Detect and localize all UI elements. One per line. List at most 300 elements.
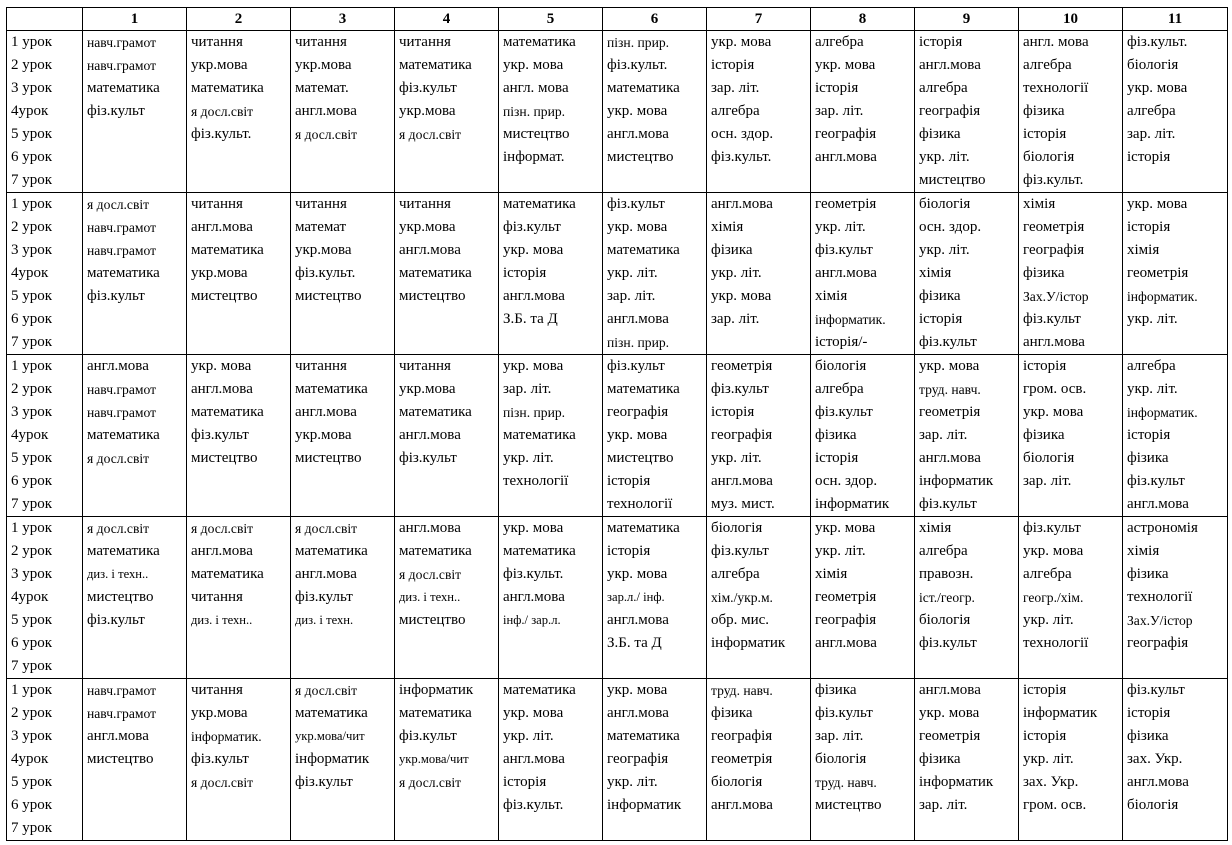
subject-entry: З.Б. та Д — [503, 311, 558, 327]
school-schedule-table — [6, 7, 1228, 841]
lesson-number-label: 7 урок — [11, 334, 53, 350]
subject-entry: інформатик. — [815, 312, 886, 327]
subject-entry: англ.мова — [87, 358, 149, 374]
subject-entry: труд. навч. — [815, 775, 877, 790]
schedule-cell — [83, 517, 187, 679]
subject-entry: англ.мова — [503, 751, 565, 767]
lesson-number-label: 6 урок — [11, 635, 53, 651]
subject-entry: осн. здор. — [919, 219, 982, 235]
schedule-cell — [707, 517, 811, 679]
subject-entry: фізика — [1127, 450, 1169, 466]
lesson-number-label: 3 урок — [11, 242, 53, 258]
subject-entry: фіз.культ — [815, 705, 873, 721]
subject-entry: фізика — [1023, 265, 1065, 281]
schedule-cell — [499, 517, 603, 679]
subject-entry: зар. літ. — [711, 311, 760, 327]
subject-entry: історія — [1023, 126, 1067, 142]
subject-entry: фіз.культ — [87, 288, 145, 304]
subject-entry: англ.мова — [607, 612, 669, 628]
subject-entry: фіз.культ — [1023, 311, 1081, 327]
schedule-cell — [83, 31, 187, 193]
subject-entry: алгебра — [815, 381, 864, 397]
subject-entry: я досл.світ — [295, 521, 358, 536]
subject-entry: фіз.культ — [87, 612, 145, 628]
lesson-labels-cell — [7, 193, 83, 355]
subject-entry: геометрія — [1023, 219, 1085, 235]
subject-entry: інформатик — [711, 635, 786, 651]
subject-entry: я досл.світ — [191, 775, 254, 790]
lesson-number-label: 2 урок — [11, 219, 53, 235]
column-header: 9 — [915, 8, 1019, 31]
subject-entry: укр.мова — [191, 57, 248, 73]
subject-entry: я досл.світ — [295, 127, 358, 142]
subject-entry: англ.мова — [711, 473, 773, 489]
subject-entry: геометрія — [711, 751, 773, 767]
subject-entry: англ.мова — [399, 427, 461, 443]
subject-entry: укр. мова — [503, 358, 564, 374]
subject-entry: фіз.культ. — [1127, 34, 1188, 50]
subject-entry: хім./укр.м. — [711, 590, 773, 605]
subject-entry: хімія — [919, 265, 952, 281]
subject-entry: англ.мова — [295, 103, 357, 119]
subject-entry: фізика — [919, 288, 961, 304]
subject-entry: зар. літ. — [503, 381, 552, 397]
subject-entry: геометрія — [711, 358, 773, 374]
schedule-cell — [707, 193, 811, 355]
subject-entry: біологія — [815, 358, 867, 374]
subject-entry: історія — [919, 311, 963, 327]
subject-entry: англ.мова — [919, 57, 981, 73]
subject-entry: географія — [711, 427, 773, 443]
subject-entry: мистецтво — [607, 149, 674, 165]
subject-entry: укр. мова — [503, 242, 564, 258]
subject-entry: англ.мова — [191, 381, 253, 397]
lesson-number-label: 5 урок — [11, 774, 53, 790]
subject-entry: математика — [399, 57, 472, 73]
lesson-labels-cell — [7, 31, 83, 193]
subject-entry: математика — [503, 196, 576, 212]
lesson-number-label: 1 урок — [11, 682, 53, 698]
subject-entry: укр. мова — [503, 57, 564, 73]
lesson-number-label: 1 урок — [11, 34, 53, 50]
subject-entry: я досл.світ — [399, 567, 462, 582]
lesson-number-label: 1 урок — [11, 358, 53, 374]
corner-cell — [7, 8, 83, 31]
subject-entry: математика — [87, 80, 160, 96]
day-row — [7, 517, 1228, 679]
schedule-cell — [291, 355, 395, 517]
subject-entry: фіз.культ — [711, 381, 769, 397]
subject-entry: алгебра — [1127, 358, 1176, 374]
subject-entry: математика — [503, 427, 576, 443]
subject-entry: гром. осв. — [1023, 797, 1087, 813]
subject-entry: історія — [711, 404, 755, 420]
subject-entry: інформатик — [295, 751, 370, 767]
subject-entry: англ.мова — [607, 311, 669, 327]
lesson-number-label: 4урок — [11, 751, 49, 767]
column-header: 10 — [1019, 8, 1123, 31]
subject-entry: навч.грамот — [87, 405, 157, 420]
lesson-number-label: 4урок — [11, 589, 49, 605]
subject-entry: укр.мова/чит — [295, 729, 365, 743]
subject-entry: англ.мова — [919, 450, 981, 466]
subject-entry: укр. літ. — [919, 149, 970, 165]
subject-entry: інф./ зар.л. — [503, 613, 561, 627]
subject-entry: хімія — [1127, 242, 1160, 258]
subject-entry: алгебра — [1127, 103, 1176, 119]
subject-entry: я досл.світ — [191, 521, 254, 536]
subject-entry: фіз.культ — [399, 728, 457, 744]
schedule-cell — [499, 355, 603, 517]
subject-entry: укр. літ. — [815, 219, 866, 235]
subject-entry: англ.мова — [1127, 496, 1189, 512]
subject-entry: математика — [607, 520, 680, 536]
subject-entry: технології — [1127, 589, 1193, 605]
subject-entry: технології — [1023, 80, 1089, 96]
subject-entry: інформатик — [919, 473, 994, 489]
subject-entry: математика — [191, 566, 264, 582]
schedule-cell — [291, 193, 395, 355]
subject-entry: пізн. прир. — [503, 405, 566, 420]
day-row — [7, 31, 1228, 193]
subject-entry: математика — [295, 381, 368, 397]
subject-entry: фіз.культ — [191, 427, 249, 443]
subject-entry: фіз.культ — [87, 103, 145, 119]
schedule-cell — [83, 679, 187, 841]
subject-entry: біологія — [1127, 57, 1179, 73]
schedule-cell — [1123, 31, 1228, 193]
schedule-cell — [603, 679, 707, 841]
schedule-cell — [915, 355, 1019, 517]
subject-entry: англ.мова — [919, 682, 981, 698]
subject-entry: англ.мова — [503, 288, 565, 304]
subject-entry: навч.грамот — [87, 706, 157, 721]
subject-entry: історія — [1127, 705, 1171, 721]
subject-entry: навч.грамот — [87, 683, 157, 698]
schedule-cell — [83, 193, 187, 355]
subject-entry: фіз.культ — [191, 751, 249, 767]
lesson-number-label: 3 урок — [11, 728, 53, 744]
subject-entry: англ.мова — [711, 797, 773, 813]
subject-entry: мистецтво — [919, 172, 986, 188]
subject-entry: історія — [607, 543, 651, 559]
subject-entry: математ. — [295, 80, 349, 96]
subject-entry: фіз.культ — [815, 404, 873, 420]
lesson-labels-cell — [7, 679, 83, 841]
subject-entry: читання — [191, 34, 243, 50]
subject-entry: укр. літ. — [607, 774, 658, 790]
subject-entry: фіз.культ — [399, 450, 457, 466]
subject-entry: географія — [815, 126, 877, 142]
subject-entry: математ — [295, 219, 347, 235]
subject-entry: фізика — [815, 682, 857, 698]
subject-entry: історія — [919, 34, 963, 50]
subject-entry: інформатик — [1023, 705, 1098, 721]
subject-entry: англ.мова — [1023, 334, 1085, 350]
subject-entry: фіз.культ — [607, 358, 665, 374]
subject-entry: алгебра — [815, 34, 864, 50]
subject-entry: я досл.світ — [295, 683, 358, 698]
subject-entry: англ.мова — [815, 149, 877, 165]
subject-entry: читання — [295, 34, 347, 50]
subject-entry: обр. мис. — [711, 612, 770, 628]
subject-entry: мистецтво — [295, 450, 362, 466]
subject-entry: укр. літ. — [1127, 381, 1178, 397]
subject-entry: технології — [503, 473, 569, 489]
schedule-cell — [915, 31, 1019, 193]
subject-entry: зар. літ. — [919, 427, 968, 443]
subject-entry: навч.грамот — [87, 382, 157, 397]
subject-entry: укр.мова — [295, 427, 352, 443]
subject-entry: географія — [1023, 242, 1085, 258]
subject-entry: фіз.культ — [607, 196, 665, 212]
lesson-number-label: 7 урок — [11, 820, 53, 836]
subject-entry: укр.мова/чит — [399, 752, 469, 766]
subject-entry: укр. літ. — [711, 450, 762, 466]
subject-entry: зар. літ. — [1023, 473, 1072, 489]
schedule-cell — [811, 355, 915, 517]
subject-entry: алгебра — [919, 80, 968, 96]
schedule-cell — [915, 679, 1019, 841]
subject-entry: геометрія — [815, 589, 877, 605]
subject-entry: геометрія — [919, 728, 981, 744]
subject-entry: хімія — [919, 520, 952, 536]
subject-entry: фіз.культ — [1023, 520, 1081, 536]
subject-entry: зар. літ. — [919, 797, 968, 813]
schedule-cell — [603, 517, 707, 679]
subject-entry: осн. здор. — [711, 126, 774, 142]
schedule-cell — [1019, 193, 1123, 355]
subject-entry: читання — [399, 196, 451, 212]
subject-entry: укр.мова — [399, 103, 456, 119]
subject-entry: математика — [87, 427, 160, 443]
subject-entry: математика — [503, 682, 576, 698]
subject-entry: диз. і техн. — [295, 613, 354, 627]
subject-entry: біологія — [919, 612, 971, 628]
subject-entry: фіз.культ. — [503, 566, 564, 582]
subject-entry: англ.мова — [815, 265, 877, 281]
day-row — [7, 679, 1228, 841]
schedule-cell — [187, 355, 291, 517]
subject-entry: математика — [399, 265, 472, 281]
subject-entry: зах. Укр. — [1127, 751, 1183, 767]
schedule-cell — [603, 355, 707, 517]
subject-entry: зах. Укр. — [1023, 774, 1079, 790]
schedule-cell — [395, 679, 499, 841]
subject-entry: укр. мова — [1023, 404, 1084, 420]
subject-entry: мистецтво — [191, 450, 258, 466]
subject-entry: математика — [399, 404, 472, 420]
subject-entry: укр. мова — [607, 103, 668, 119]
subject-entry: читання — [295, 358, 347, 374]
subject-entry: укр. мова — [607, 427, 668, 443]
subject-entry: історія — [1023, 358, 1067, 374]
subject-entry: зар. літ. — [815, 103, 864, 119]
subject-entry: укр. мова — [607, 566, 668, 582]
column-header: 6 — [603, 8, 707, 31]
subject-entry: укр. мова — [815, 520, 876, 536]
subject-entry: фізика — [711, 705, 753, 721]
subject-entry: історія — [1023, 682, 1067, 698]
subject-entry: фізика — [919, 126, 961, 142]
subject-entry: іст./геогр. — [919, 590, 975, 605]
lesson-number-label: 6 урок — [11, 797, 53, 813]
schedule-cell — [707, 31, 811, 193]
schedule-cell — [811, 679, 915, 841]
subject-entry: англ.мова — [815, 635, 877, 651]
header-row — [7, 8, 1228, 31]
subject-entry: геометрія — [815, 196, 877, 212]
schedule-cell — [395, 31, 499, 193]
subject-entry: англ. мова — [503, 80, 569, 96]
subject-entry: інформатик — [607, 797, 682, 813]
subject-entry: математика — [607, 728, 680, 744]
lesson-number-label: 2 урок — [11, 705, 53, 721]
lesson-number-label: 5 урок — [11, 288, 53, 304]
subject-entry: укр. літ. — [1023, 751, 1074, 767]
subject-entry: читання — [399, 34, 451, 50]
subject-entry: географія — [607, 404, 669, 420]
subject-entry: укр. мова — [503, 705, 564, 721]
subject-entry: математика — [607, 242, 680, 258]
subject-entry: англ.мова — [399, 520, 461, 536]
subject-entry: укр. літ. — [503, 728, 554, 744]
lesson-number-label: 5 урок — [11, 612, 53, 628]
lesson-number-label: 6 урок — [11, 311, 53, 327]
subject-entry: історія — [503, 265, 547, 281]
subject-entry: укр.мова — [399, 381, 456, 397]
subject-entry: фіз.культ — [919, 496, 977, 512]
subject-entry: укр.мова — [191, 265, 248, 281]
subject-entry: фіз.культ — [295, 774, 353, 790]
subject-entry: хімія — [815, 566, 848, 582]
subject-entry: я досл.світ — [191, 104, 254, 119]
subject-entry: укр. літ. — [815, 543, 866, 559]
subject-entry: читання — [399, 358, 451, 374]
subject-entry: історія/- — [815, 334, 868, 350]
subject-entry: укр.мова — [191, 705, 248, 721]
schedule-cell — [915, 517, 1019, 679]
subject-entry: інформат. — [503, 149, 565, 165]
subject-entry: математика — [295, 543, 368, 559]
subject-entry: географія — [607, 751, 669, 767]
schedule-cell — [187, 31, 291, 193]
subject-entry: мистецтво — [503, 126, 570, 142]
subject-entry: укр. літ. — [711, 265, 762, 281]
subject-entry: інформатик — [919, 774, 994, 790]
subject-entry: англ.мова — [191, 543, 253, 559]
schedule-cell — [499, 31, 603, 193]
lesson-number-label: 3 урок — [11, 80, 53, 96]
column-header: 5 — [499, 8, 603, 31]
lesson-number-label: 1 урок — [11, 196, 53, 212]
schedule-cell — [811, 31, 915, 193]
lesson-number-label: 3 урок — [11, 566, 53, 582]
schedule-cell — [603, 193, 707, 355]
subject-entry: фіз.культ. — [607, 57, 668, 73]
subject-entry: З.Б. та Д — [607, 635, 662, 651]
lesson-number-label: 4урок — [11, 265, 49, 281]
subject-entry: історія — [1127, 427, 1171, 443]
subject-entry: зар.л./ інф. — [607, 590, 665, 604]
subject-entry: фізика — [711, 242, 753, 258]
schedule-cell — [1123, 355, 1228, 517]
subject-entry: мистецтво — [191, 288, 258, 304]
schedule-cell — [1019, 31, 1123, 193]
subject-entry: укр.мова — [399, 219, 456, 235]
subject-entry: фіз.культ — [815, 242, 873, 258]
schedule-cell — [291, 679, 395, 841]
subject-entry: укр. мова — [919, 358, 980, 374]
column-header: 2 — [187, 8, 291, 31]
subject-entry: хімія — [1127, 543, 1160, 559]
subject-entry: я досл.світ — [87, 197, 150, 212]
subject-entry: я досл.світ — [399, 127, 462, 142]
subject-entry: інформатик. — [191, 729, 262, 744]
subject-entry: англ.мова — [503, 589, 565, 605]
subject-entry: зар. літ. — [607, 288, 656, 304]
schedule-cell — [811, 517, 915, 679]
subject-entry: укр. літ. — [1023, 612, 1074, 628]
column-header: 3 — [291, 8, 395, 31]
lesson-number-label: 6 урок — [11, 473, 53, 489]
subject-entry: алгебра — [1023, 57, 1072, 73]
subject-entry: хімія — [1023, 196, 1056, 212]
subject-entry: математика — [607, 80, 680, 96]
schedule-cell — [499, 193, 603, 355]
subject-entry: історія — [711, 57, 755, 73]
subject-entry: географія — [1127, 635, 1189, 651]
column-header: 4 — [395, 8, 499, 31]
subject-entry: біологія — [1023, 149, 1075, 165]
subject-entry: пізн. прир. — [607, 335, 670, 350]
subject-entry: мистецтво — [399, 288, 466, 304]
subject-entry: астрономія — [1127, 520, 1198, 536]
subject-entry: історія — [815, 450, 859, 466]
subject-entry: укр. мова — [711, 288, 772, 304]
subject-entry: мистецтво — [815, 797, 882, 813]
subject-entry: історія — [1023, 728, 1067, 744]
subject-entry: математика — [191, 242, 264, 258]
subject-entry: навч.грамот — [87, 220, 157, 235]
subject-entry: укр. літ. — [503, 450, 554, 466]
subject-entry: мистецтво — [87, 589, 154, 605]
column-header: 11 — [1123, 8, 1228, 31]
subject-entry: англ.мова — [295, 566, 357, 582]
subject-entry: історія — [1127, 149, 1171, 165]
column-header: 1 — [83, 8, 187, 31]
subject-entry: мистецтво — [607, 450, 674, 466]
subject-entry: пізн. прир. — [503, 104, 566, 119]
lesson-number-label: 5 урок — [11, 450, 53, 466]
subject-entry: математика — [191, 404, 264, 420]
subject-entry: укр. мова — [1127, 80, 1188, 96]
subject-entry: укр.мова — [295, 242, 352, 258]
subject-entry: укр. мова — [607, 682, 668, 698]
subject-entry: укр. літ. — [607, 265, 658, 281]
lesson-number-label: 5 урок — [11, 126, 53, 142]
subject-entry: навч.грамот — [87, 243, 157, 258]
subject-entry: алгебра — [919, 543, 968, 559]
subject-entry: укр. мова — [1127, 196, 1188, 212]
subject-entry: алгебра — [1023, 566, 1072, 582]
subject-entry: укр.мова — [295, 57, 352, 73]
subject-entry: укр. мова — [815, 57, 876, 73]
subject-entry: укр. мова — [503, 520, 564, 536]
subject-entry: фізика — [815, 427, 857, 443]
subject-entry: зар. літ. — [1127, 126, 1176, 142]
subject-entry: математика — [295, 705, 368, 721]
